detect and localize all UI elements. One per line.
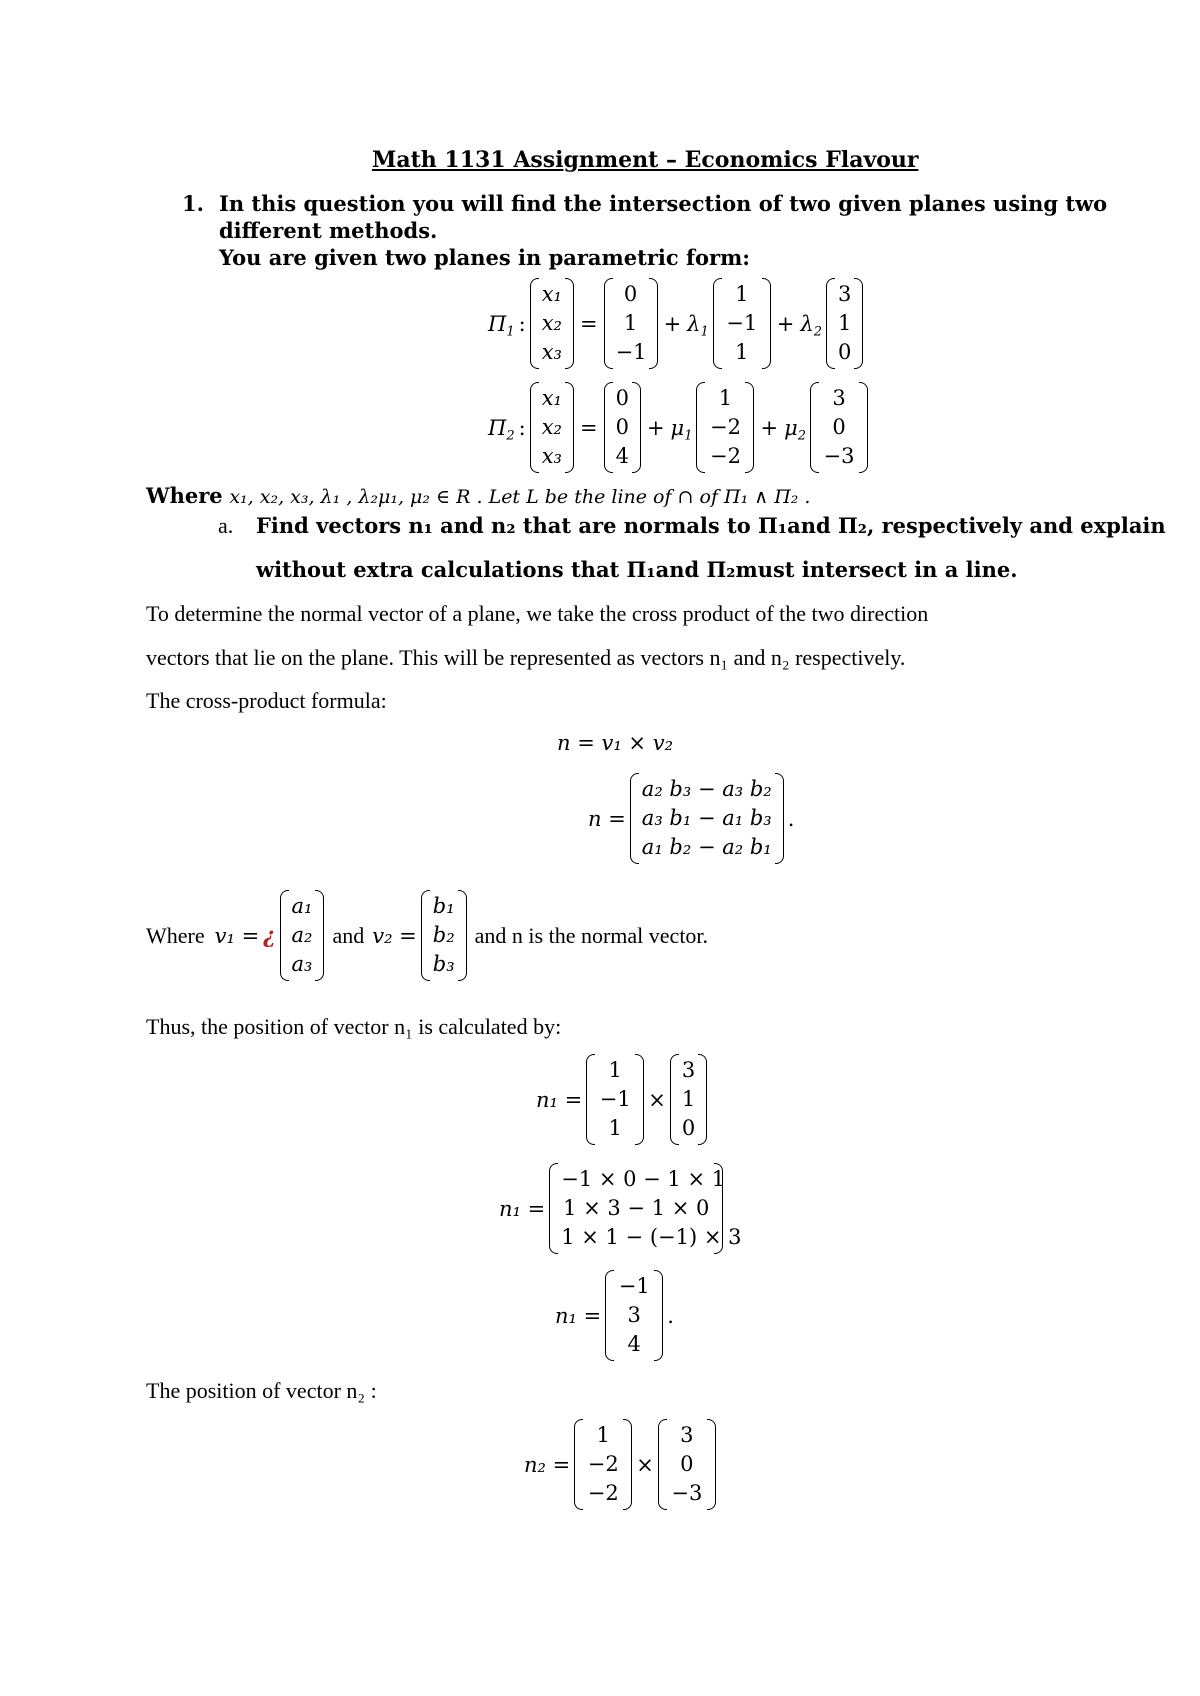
part-a-line-2: without extra calculations that Π₁and Π₂must intersect in a line. (256, 557, 1018, 582)
page-title: Math 1131 Assignment – Economics Flavour (372, 147, 919, 173)
paragraph-2: vectors that lie on the plane. This will be represented as vectors n₁ and n₂ respectively. (146, 645, 906, 670)
part-a-line-1: Find vectors n₁ and n₂ that are normals to Π₁and Π₂, respectively and explain (256, 513, 1166, 538)
n1-result: n₁ = −1 3 4 . (555, 1270, 674, 1361)
plane-1-label: Π (488, 311, 507, 336)
n2-cross-product: n₂ = 1 −2 −2 × 3 0 −3 (524, 1419, 716, 1510)
paragraph-1: To determine the normal vector of a plane, we take the cross product of the two direction (146, 601, 929, 626)
paragraph-4: Thus, the position of vector n₁ is calculated by: (146, 1014, 562, 1039)
question-number: 1. (182, 191, 204, 216)
paragraph-5: The position of vector n₂ : (146, 1378, 377, 1403)
n1-expansion: n₁ = −1 × 0 − 1 × 1 1 × 3 − 1 × 0 1 × 1 − (−1) × 3 (499, 1163, 723, 1254)
plane-1-equation: $\Pi_1$ : x₁ x₂ x₃ = 0 1 −1 + $\lambda_1$ 1 −1 1 + $\lambda_2$ 3 1 0 (488, 278, 863, 369)
n1-cross-product: n₁ = 1 −1 1 × 3 1 0 (536, 1054, 707, 1145)
question-line-1: In this question you will find the intersection of two given planes using two (219, 191, 1108, 216)
plane-2-equation: $\Pi_2$ : x₁ x₂ x₃ = 0 0 4 + $\mu_1$ 1 −2 −2 + $\mu_2$ 3 0 −3 (488, 382, 868, 473)
where-statement: Where x₁, x₂, x₃, λ₁ , λ₂μ₁, μ₂ ∈ R . Let L be the line of ∩ of Π₁ ∧ Π₂ . (146, 483, 811, 508)
plane-2-label: Π (488, 415, 507, 440)
vector-definitions: Where v₁ = ¿ a₁ a₂ a₃ and v₂ = b₁ b₂ b₃ and n is the normal vector. (146, 890, 708, 981)
cross-product-formula: n = v₁ × v₂ (557, 731, 673, 755)
paragraph-3: The cross-product formula: (146, 688, 387, 713)
question-line-2: different methods. (219, 218, 438, 243)
question-line-3: You are given two planes in parametric form: (219, 245, 751, 270)
cross-product-expansion: n = a₂ b₃ − a₃ b₂ a₃ b₁ − a₁ b₃ a₁ b₂ − a₂ b₁ . (588, 773, 794, 864)
part-a-label: a. (218, 513, 234, 538)
